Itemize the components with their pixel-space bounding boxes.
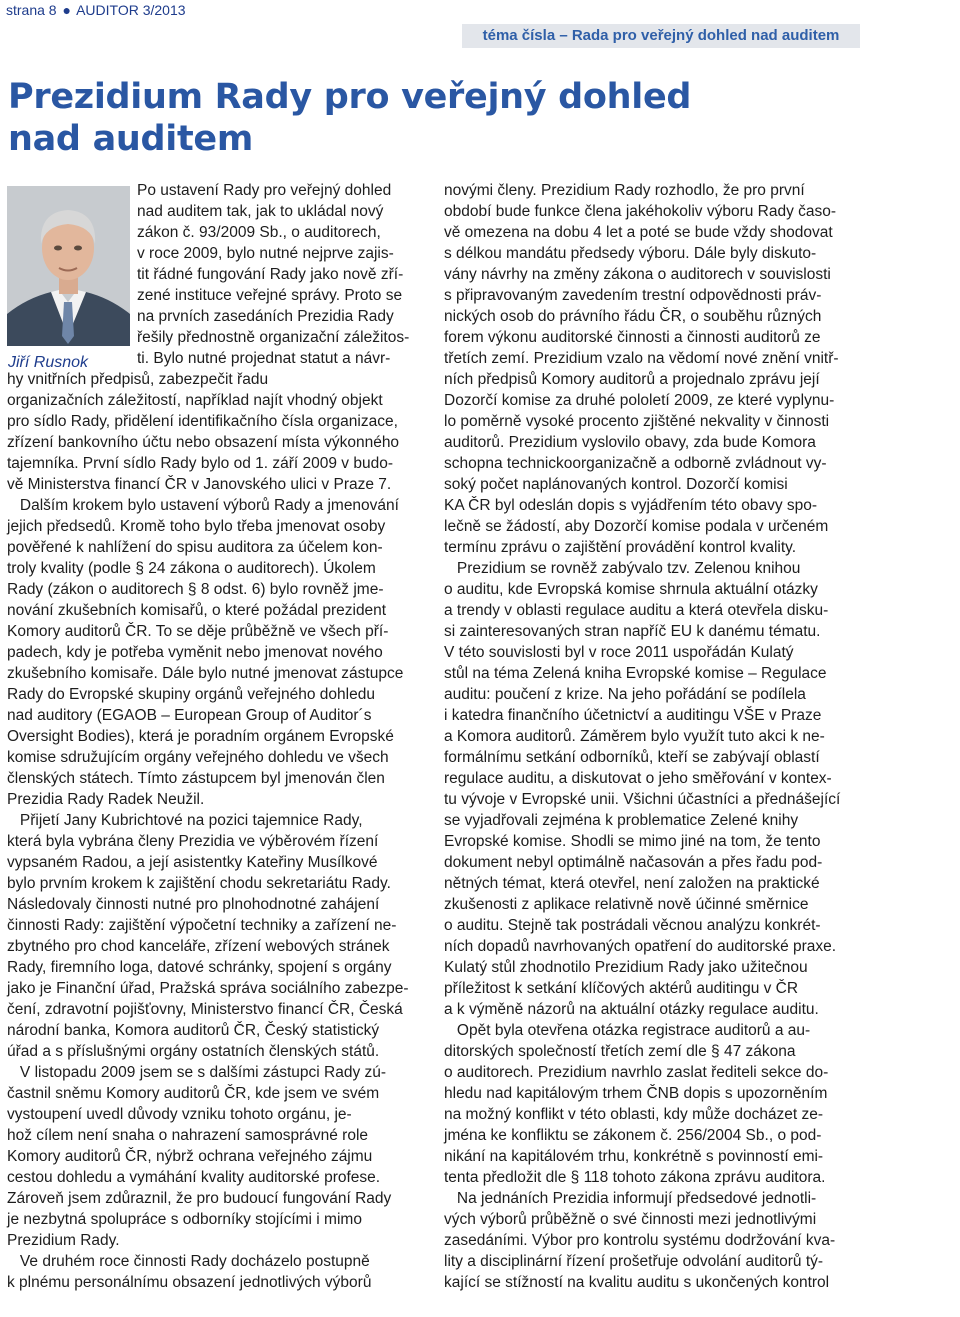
text-line: lečně se žádostí, aby Dozorčí komise podala v určeném bbox=[444, 518, 829, 535]
text-line: vých výborů průběžně o své činnosti mezi jednotlivými bbox=[444, 1211, 817, 1228]
page-number: strana 8 bbox=[6, 2, 57, 18]
text-line: s připravovaným zavedením trestní odpovědnosti práv- bbox=[444, 287, 822, 304]
text-line: lity a disciplinární řízení prošetřuje odvolání auditorů tý- bbox=[444, 1253, 824, 1270]
intro-text-column bbox=[137, 180, 417, 369]
text-line: vány návrhy na změny zákona o auditorech v souvislosti bbox=[444, 266, 831, 283]
text-line: stůl na téma Zelená kniha Evropské komise – Regulace bbox=[444, 665, 827, 682]
text-line: cestou dohledu a vymáhání kvality auditorské profese. bbox=[7, 1169, 381, 1186]
text-line: Kulatý stůl zhodnotilo Prezidium Rady jako užitečnou bbox=[444, 959, 808, 976]
text-line: která byla vybrána členy Prezidia ve výběrovém řízení bbox=[7, 833, 379, 850]
text-line: Zároveň jsem zdůraznil, že pro budoucí fungování Rady bbox=[7, 1190, 392, 1207]
text-line: komise sdružujícím orgány veřejného dohledu ve všech bbox=[7, 749, 389, 766]
text-line: vypsaném Radou, a její asistentky Kateřiny Musílkové bbox=[7, 854, 378, 871]
text-line: zřízení bankovního účtu nebo obsazení místa výkonného bbox=[7, 434, 400, 451]
text-line: řešily přednostně organizační záležitos- bbox=[137, 329, 410, 346]
text-line: Rady (zákon o auditorech § 8 odst. 6) bylo rovněž jme- bbox=[7, 581, 384, 598]
text-line: Následovaly činnosti nutné pro plnohodnotné zahájení bbox=[7, 896, 380, 913]
text-line: si zainteresovaných stran napříč EU k danému tématu. bbox=[444, 623, 821, 640]
text-line: se vyjadřovali zejména k problematice Zelené knihy bbox=[444, 812, 799, 829]
text-line: tenta předložit dle § 118 tohoto zákona zprávu auditora. bbox=[444, 1169, 826, 1186]
text-line: padech, kdy je potřeba vyměnit nebo jmenovat nového bbox=[7, 644, 383, 661]
text-line: o auditu. Stejně tak postrádali věcnou analýzu konkrét- bbox=[444, 917, 821, 934]
text-line: soký počet naplánovaných kontrol. Dozorčí komisi bbox=[444, 476, 788, 493]
portrait-illustration bbox=[7, 186, 130, 346]
title-line: nad auditem bbox=[8, 119, 253, 159]
text-line: o auditu, kde Evropská komise shrnula aktuální otázky bbox=[444, 581, 818, 598]
text-line: o auditorech. Prezidium navrhlo zaslat řediteli sekce do- bbox=[444, 1064, 829, 1081]
text-line: kající se stížností na kvalitu auditu s ukončených kontrol bbox=[444, 1274, 830, 1291]
text-line: je nezbytná spolupráce s odborníky stojícími i mimo bbox=[7, 1211, 362, 1228]
text-line: lo poměrně vysoké procento zjištěné nekvality v činnosti bbox=[444, 413, 830, 430]
text-line: Rady, firemního loga, datové schránky, spojení s orgány bbox=[7, 959, 392, 976]
text-line: V listopadu 2009 jsem se s dalšími zástupci Rady zú- bbox=[7, 1064, 387, 1081]
text-line: auditorů. Prezidium vyslovilo obavy, zda bude Komora bbox=[444, 434, 816, 451]
text-line: jako je Finanční úřad, Pražská správa sociálního zabezpe- bbox=[7, 980, 409, 997]
left-text-column bbox=[7, 369, 419, 1293]
text-line: nických osob do právního řádu ČR, o souběhu různých bbox=[444, 308, 822, 325]
text-line: troly kvality (podle § 24 zákona o auditorech). Úkolem bbox=[7, 560, 376, 577]
text-line: regulace auditu, a diskutovat o jeho směřování v kontex- bbox=[444, 770, 832, 787]
article-title bbox=[8, 76, 728, 160]
text-line: pro sídlo Rady, přidělení identifikačního čísla organizace, bbox=[7, 413, 398, 430]
text-line: nování zkušebních komisařů, o které požádal prezident bbox=[7, 602, 387, 619]
text-line: auditu: poučení z krize. Na jeho pořádání se podílela bbox=[444, 686, 806, 703]
text-line: ních předpisů Komory auditorů a projednalo zprávu její bbox=[444, 371, 820, 388]
text-line: zbytného pro chod kanceláře, zřízení webových stránek bbox=[7, 938, 390, 955]
text-line: termínu zprávu o zajištění provádění kontrol kvality. bbox=[444, 539, 797, 556]
text-line: častnil sněmu Komory auditorů ČR, kde jsem ve svém bbox=[7, 1085, 380, 1102]
text-line: a trendy v oblasti regulace auditu a která otevřela disku- bbox=[444, 602, 829, 619]
text-line: forem výkonu auditorské činnosti a činnosti auditorů ze bbox=[444, 329, 821, 346]
text-line: Oversight Bodies), která je poradním orgánem Evropské bbox=[7, 728, 394, 745]
text-line: Prezidia Rady Radek Neužil. bbox=[7, 791, 205, 808]
text-line: na prvních zasedáních Prezidia Rady bbox=[137, 308, 394, 325]
text-line: i katedra finančního účetnictví a auditingu VŠE v Praze bbox=[444, 707, 822, 724]
text-line: a k výměně názorů na aktuální otázky regulace auditu. bbox=[444, 1001, 819, 1018]
journal-name: AUDITOR 3/2013 bbox=[76, 2, 186, 18]
text-line: ti. Bylo nutné projednat statut a návr- bbox=[137, 350, 391, 367]
text-line: třetích zemí. Prezidium vzalo na vědomí nové znění vnitř- bbox=[444, 350, 839, 367]
text-line: Na jednáních Prezidia informují předsedové jednotli- bbox=[444, 1190, 817, 1207]
text-line: schopna technickoorganizačně a odborně zvládnout vy- bbox=[444, 455, 827, 472]
text-line: vě omezena na dobu 4 let a poté se bude vždy shodovat bbox=[444, 224, 833, 241]
text-line: zené instituce veřejné správy. Proto se bbox=[137, 287, 403, 304]
text-line: novými členy. Prezidium Rady rozhodlo, že pro první bbox=[444, 182, 805, 199]
text-line: Po ustavení Rady pro veřejný dohled bbox=[137, 182, 392, 199]
text-line: a Komora auditorů. Záměrem bylo využít tuto akci k ne- bbox=[444, 728, 825, 745]
text-line: Dozorčí komise za druhé pololetí 2009, ze které vyplynu- bbox=[444, 392, 835, 409]
text-line: nad auditem tak, jak to ukládal nový bbox=[137, 203, 384, 220]
text-line: vystoupení uvedl důvody vzniku tohoto orgánu, je- bbox=[7, 1106, 352, 1123]
text-line: V této souvislosti byl v roce 2011 uspořádán Kulatý bbox=[444, 644, 794, 661]
text-line: s délkou mandátu předsedy výboru. Dále byly diskuto- bbox=[444, 245, 817, 262]
text-line: pověřené k nahlížení do spisu auditora za účelem kon- bbox=[7, 539, 383, 556]
text-line: nikání na kapitálovém trhu, konkrétně s povinností emi- bbox=[444, 1148, 824, 1165]
text-line: období bude funkce člena jakéhokoliv výboru Rady časo- bbox=[444, 203, 837, 220]
text-line: KA ČR byl odeslán dopis s vyjádřením této obavy spo- bbox=[444, 497, 818, 514]
text-line: Komory auditorů ČR. To se děje průběžně ve všech pří- bbox=[7, 623, 389, 640]
text-line: zkušenosti z aplikace relativně nově účinné směrnice bbox=[444, 896, 809, 913]
author-photo bbox=[7, 186, 130, 346]
text-line: zákon č. 93/2009 Sb., o auditorech, bbox=[137, 224, 381, 241]
running-header bbox=[6, 2, 186, 18]
text-line: Dalším krokem bylo ustavení výborů Rady a jmenování bbox=[7, 497, 399, 514]
text-line: příležitost k setkání klíčových aktérů auditingu v ČR bbox=[444, 980, 799, 997]
right-text-column bbox=[444, 180, 868, 1293]
title-line: Prezidium Rady pro veřejný dohled bbox=[8, 77, 692, 117]
text-line: Ve druhém roce činnosti Rady docházelo postupně bbox=[7, 1253, 370, 1270]
text-line: zkušebního komisaře. Dále bylo nutné jmenovat zástupce bbox=[7, 665, 404, 682]
text-line: tit řádné fungování Rady jako nově zří- bbox=[137, 266, 404, 283]
separator-dot: ● bbox=[62, 2, 71, 18]
text-line: činnosti Rady: zajištění výpočetní techniky a zařízení ne- bbox=[7, 917, 397, 934]
text-line: v roce 2009, bylo nutné nejprve zajis- bbox=[137, 245, 394, 262]
text-line: jména ke konfliktu se zákonem č. 256/2004 Sb., o pod- bbox=[444, 1127, 822, 1144]
text-line: ních dopadů navrhovaných opatření do auditorské praxe. bbox=[444, 938, 837, 955]
text-line: k plnému personálnímu obsazení jednotlivých výborů bbox=[7, 1274, 372, 1291]
text-line: čení, zdravotní pojišťovny, Ministerstvo financí ČR, Česká bbox=[7, 1001, 403, 1018]
topic-bar: téma čísla – Rada pro veřejný dohled nad auditem bbox=[462, 24, 860, 48]
text-line: ditorských společností třetích zemí dle § 47 zákona bbox=[444, 1043, 796, 1060]
text-line: vě Ministerstva financí ČR v Janovského ulici v Praze 7. bbox=[7, 476, 392, 493]
text-line: tu vývoje v Evropské unii. Všichni účastníci a přednášející bbox=[444, 791, 841, 808]
author-caption: Jiří Rusnok bbox=[8, 354, 89, 371]
text-line: Prezidium se rovněž zabývalo tzv. Zelenou knihou bbox=[444, 560, 801, 577]
text-line: nětných témat, která otevřel, není založen na praktické bbox=[444, 875, 820, 892]
text-line: národní banka, Komora auditorů ČR, Český statistický bbox=[7, 1022, 380, 1039]
text-line: bylo prvním krokem k zajištění chodu sekretariátu Rady. bbox=[7, 875, 391, 892]
text-line: členských státech. Tímto zástupcem byl jmenován člen bbox=[7, 770, 385, 787]
text-line: nad auditory (EGAOB – European Group of Auditor´s bbox=[7, 707, 372, 724]
text-line: Komory auditorů ČR, nýbrž ochrana veřejného zájmu bbox=[7, 1148, 373, 1165]
text-line: organizačních záležitostí, například najít vhodný objekt bbox=[7, 392, 383, 409]
text-line: Prezidium Rady. bbox=[7, 1232, 120, 1249]
text-line: úřad a s příslušnými orgány ostatních členských států. bbox=[7, 1043, 380, 1060]
text-line: na možný konflikt v této oblasti, kdy může docházet ze- bbox=[444, 1106, 824, 1123]
text-line: formálnímu setkání odborníků, kteří se zabývají oblastí bbox=[444, 749, 820, 766]
text-line: Evropské komise. Shodli se mimo jiné na tom, že tento bbox=[444, 833, 821, 850]
text-line: jejich předsedů. Kromě toho bylo třeba jmenovat osoby bbox=[7, 518, 386, 535]
text-line: Přijetí Jany Kubrichtové na pozici tajemnice Rady, bbox=[7, 812, 363, 829]
text-line: hož cílem není snaha o nahrazení samosprávné role bbox=[7, 1127, 369, 1144]
text-line: zasedáními. Výbor pro kontrolu systému dodržování kva- bbox=[444, 1232, 836, 1249]
text-line: dokument nebyl optimálně načasován a přes řadu pod- bbox=[444, 854, 823, 871]
text-line: Rady do Evropské skupiny orgánů veřejného dohledu bbox=[7, 686, 375, 703]
text-line: hledu nad kapitálovým trhem ČNB dopis s upozorněním bbox=[444, 1085, 828, 1102]
text-line: tajemníka. První sídlo Rady bylo od 1. září 2009 v budo- bbox=[7, 455, 393, 472]
text-line: Opět byla otevřena otázka registrace auditorů a au- bbox=[444, 1022, 811, 1039]
text-line: hy vnitřních předpisů, zabezpečit řadu bbox=[7, 371, 269, 388]
